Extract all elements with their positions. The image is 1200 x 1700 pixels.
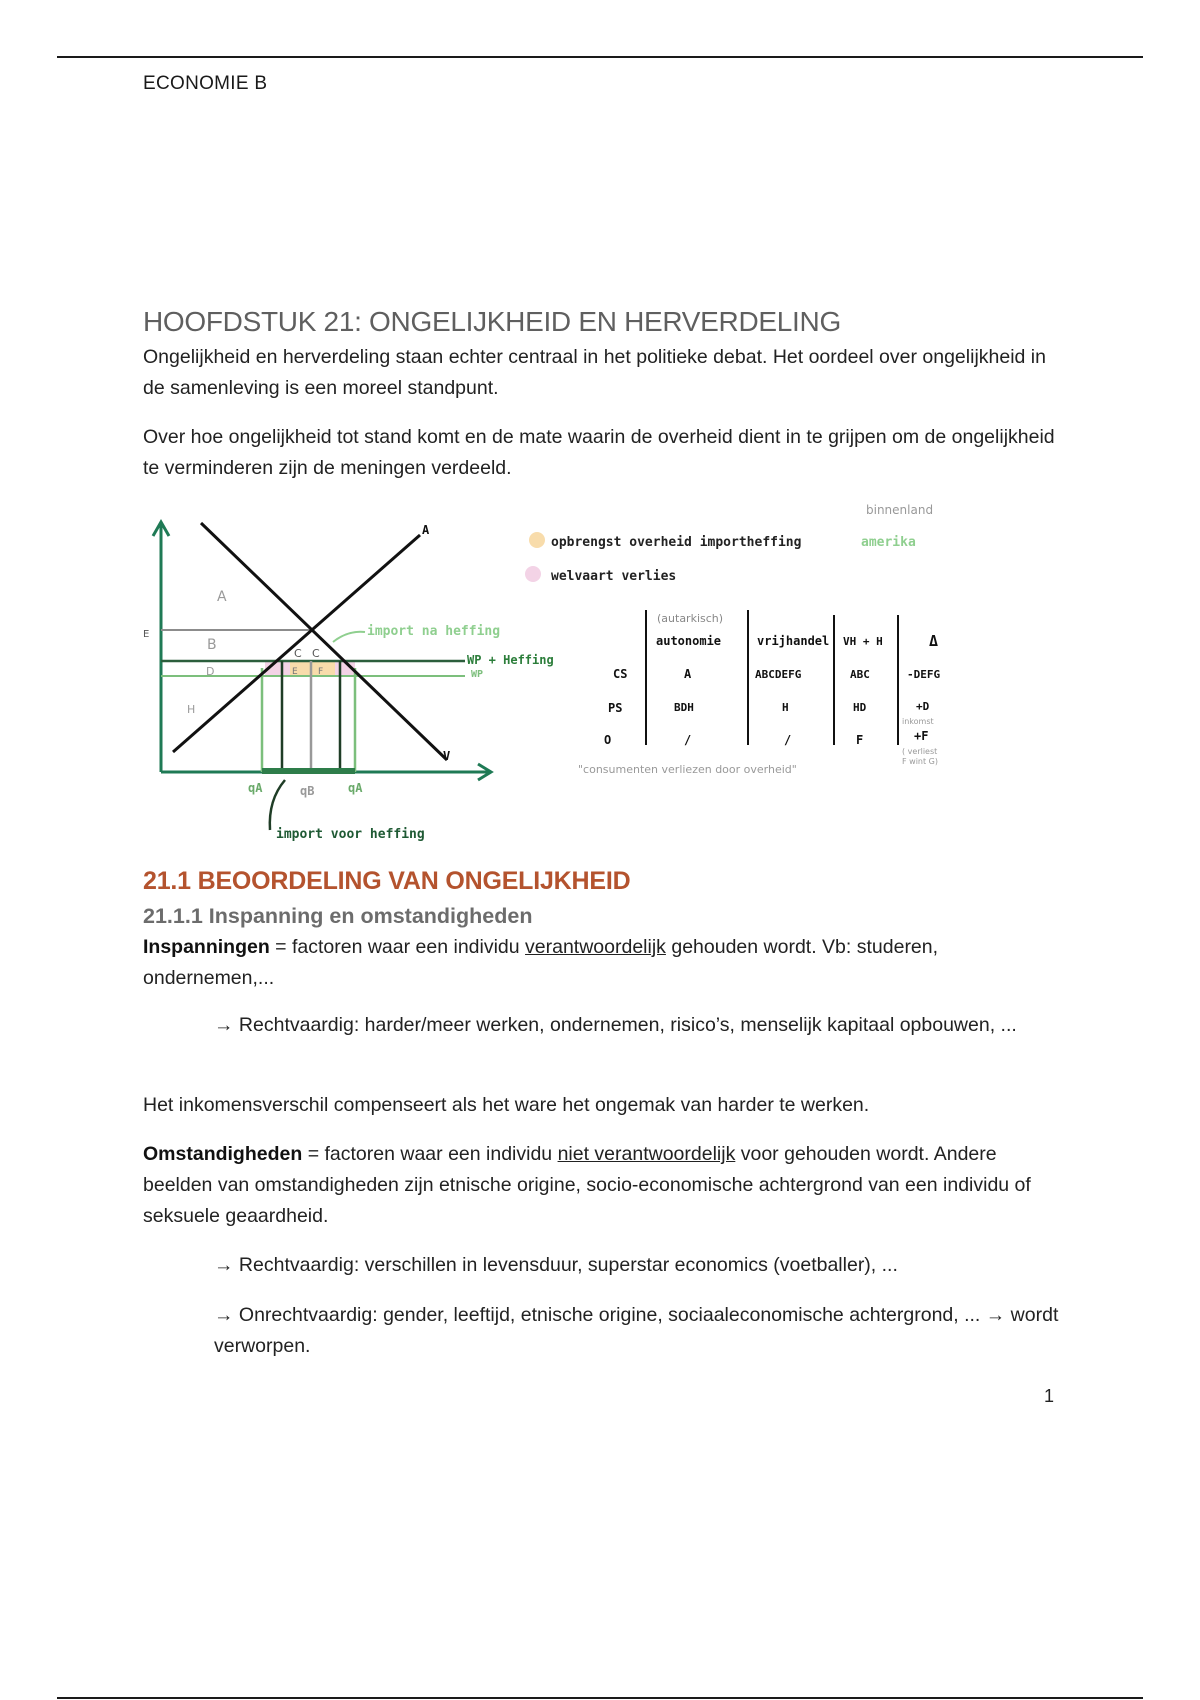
cell-ps-vhh: HD: [853, 701, 867, 714]
omstandigheden-paragraph: [143, 1139, 1063, 1232]
demand-curve: [201, 523, 447, 760]
area-h-label: H: [187, 703, 196, 716]
omstandigheden-pre: = factoren waar een individu: [302, 1143, 558, 1165]
page-number: 1: [1044, 1386, 1055, 1406]
curve-v-label: V: [443, 749, 451, 763]
area-d-label: D: [206, 665, 215, 678]
import-voor-heffing-label: import voor heffing: [276, 827, 425, 842]
chapter-title: HOOFDSTUK 21: ONGELIJKHEID EN HERVERDELING: [143, 306, 841, 337]
delta-note-2: ( verliest: [902, 747, 938, 756]
graph-axes: [153, 522, 491, 780]
area-c2-label: C: [312, 647, 320, 660]
intro-paragraph-2: Over hoe ongelijkheid tot stand komt en de mate waarin de overheid dient in te grijpen om de ongelijkheid te verminderen zijn de meningen verdeeld.: [143, 426, 1055, 479]
import-voor-bracket: [270, 780, 285, 830]
rechtvaardig-1: → Rechtvaardig: harder/meer werken, ondernemen, risico’s, menselijk kapitaal opbouwen, ...: [214, 1014, 1017, 1036]
area-e-label: E: [292, 667, 298, 677]
cell-cs-autonomie: A: [684, 667, 692, 681]
cell-o-vrijhandel: /: [784, 733, 792, 747]
inspanningen-pre: = factoren waar een individu: [269, 936, 526, 958]
price-axis-mark: E: [143, 629, 150, 640]
row-label-ps: PS: [608, 701, 623, 715]
import-na-arrow: [333, 624, 500, 642]
delta-note-3: F wint G): [902, 757, 938, 766]
curve-a-label: A: [422, 523, 430, 537]
q-a-label: qA: [248, 781, 263, 795]
legend-amerika: amerika: [861, 535, 916, 550]
area-f-label: F: [318, 667, 324, 677]
table-footnote: "consumenten verliezen door overheid": [578, 763, 797, 776]
omstandigheden-term: Omstandigheden: [143, 1143, 303, 1165]
section-title: 21.1 BEOORDELING VAN ONGELIJKHEID: [143, 867, 631, 895]
welvaart-swatch: [525, 566, 541, 582]
welfare-table: [578, 610, 940, 776]
col-header-autonomie: autonomie: [656, 634, 722, 648]
bottom-rule: [57, 1697, 1143, 1699]
opbrengst-swatch: [529, 532, 545, 548]
area-b-label: B: [207, 637, 217, 653]
cell-cs-delta: -DEFG: [907, 668, 941, 681]
inspanningen-post: gehouden wordt. Vb: studeren, ondernemen,...: [143, 936, 939, 989]
cell-ps-vrijhandel: H: [782, 701, 789, 714]
omstandigheden-post: voor gehouden wordt. Andere beelden van omstandigheden zijn etnische origine, socio-economische achtergrond van een individu of seksuele geaardheid.: [143, 1143, 1031, 1227]
col-header-delta: Δ: [929, 632, 939, 650]
cell-o-autonomie: /: [684, 733, 692, 747]
col-header-vh-h: VH + H: [843, 635, 883, 648]
area-c-label: C: [294, 647, 302, 660]
legend-opbrengst: opbrengst overheid importheffing: [551, 535, 802, 550]
row-label-cs: CS: [613, 667, 628, 681]
cell-o-delta: +F: [914, 729, 929, 743]
inspanningen-underline: verantwoordelijk: [525, 936, 666, 958]
subsection-title: 21.1.1 Inspanning en omstandigheden: [143, 904, 533, 928]
cell-ps-delta: +D: [916, 700, 930, 713]
onrechtvaardig: → Onrechtvaardig: gender, leeftijd, etnische origine, sociaaleconomische achtergrond, ... → wordt verworpen.: [214, 1304, 1059, 1357]
row-label-o: O: [604, 733, 612, 747]
intro-paragraph-1: Ongelijkheid en herverdeling staan echter centraal in het politieke debat. Het oordeel over ongelijkheid in de samenleving is een moreel standpunt.: [143, 346, 1046, 399]
quantity-guides: [262, 661, 355, 774]
col-header-vrijhandel: vrijhandel: [757, 634, 830, 648]
area-a-label: A: [217, 589, 227, 605]
import-na-heffing-label: import na heffing: [367, 624, 501, 639]
autarkie-note: (autarkisch): [657, 612, 724, 625]
q-a2-label: qA: [348, 781, 363, 795]
cell-cs-vrijhandel: ABCDEFG: [755, 668, 802, 681]
inspanningen-paragraph: [143, 932, 1063, 994]
legend-welvaart: welvaart verlies: [551, 569, 677, 584]
document-header: ECONOMIE B: [143, 73, 268, 94]
inkomensverschil-paragraph: Het inkomensverschil compenseert als het ware het ongemak van harder te werken.: [143, 1094, 870, 1116]
omstandigheden-underline: niet verantwoordelijk: [557, 1143, 736, 1165]
cell-o-vhh: F: [856, 733, 864, 747]
q-b-label: qB: [300, 784, 315, 798]
wp-heffing-label: WP + Heffing: [467, 653, 554, 667]
delta-note-1: inkomst: [902, 717, 934, 726]
cell-ps-autonomie: BDH: [674, 701, 694, 714]
wp-label: WP: [471, 669, 484, 680]
rechtvaardig-2: → Rechtvaardig: verschillen in levensduur, superstar economics (voetballer), ...: [214, 1254, 898, 1276]
cell-cs-vhh: ABC: [850, 668, 870, 681]
legend-binnenland: binnenland: [866, 503, 934, 517]
inspanningen-term: Inspanningen: [143, 936, 270, 958]
